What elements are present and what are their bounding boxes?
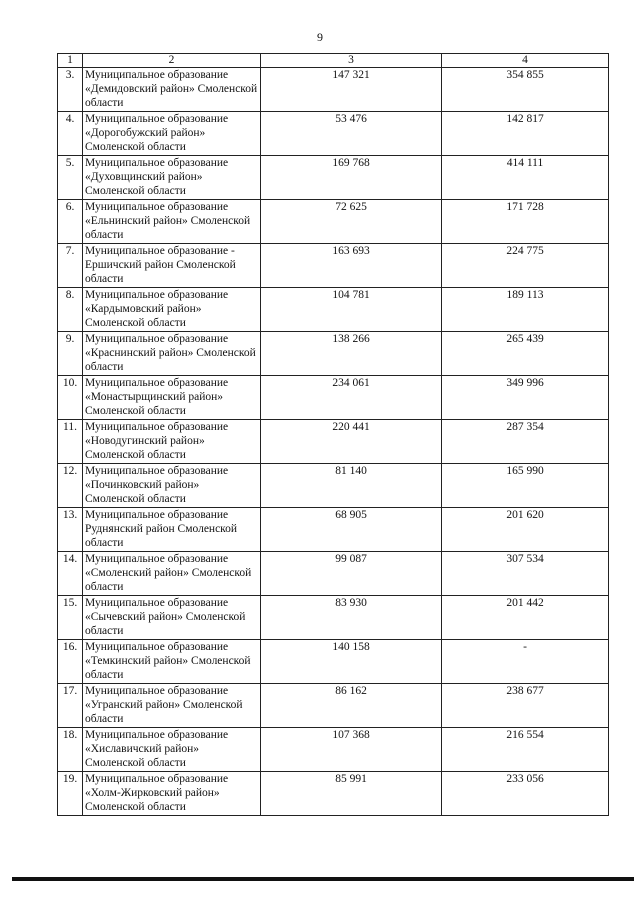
value-column-3-cell: 138 266 <box>261 332 442 376</box>
row-number-cell: 13. <box>58 508 83 552</box>
value-column-3-cell: 53 476 <box>261 112 442 156</box>
row-number-cell: 12. <box>58 464 83 508</box>
value-column-4-cell: 233 056 <box>442 772 609 816</box>
value-column-4-cell: 238 677 <box>442 684 609 728</box>
municipality-name-cell: Муниципальное образование «Угранский район» Смоленской области <box>83 684 261 728</box>
municipality-name-cell: Муниципальное образование «Хиславичский район» Смоленской области <box>83 728 261 772</box>
value-column-3-cell: 107 368 <box>261 728 442 772</box>
municipality-name-cell: Муниципальное образование «Темкинский район» Смоленской области <box>83 640 261 684</box>
row-number-cell: 7. <box>58 244 83 288</box>
column-header-1: 1 <box>58 54 83 68</box>
table-body <box>58 68 609 816</box>
table-row <box>58 288 609 332</box>
value-column-4-cell: 216 554 <box>442 728 609 772</box>
value-column-4-cell: 201 620 <box>442 508 609 552</box>
municipality-name-cell: Муниципальное образование «Дорогобужский район» Смоленской области <box>83 112 261 156</box>
row-number-cell: 16. <box>58 640 83 684</box>
table-row <box>58 244 609 288</box>
table-row <box>58 68 609 112</box>
table-row <box>58 420 609 464</box>
row-number-cell: 3. <box>58 68 83 112</box>
value-column-4-cell: 201 442 <box>442 596 609 640</box>
column-header-3: 3 <box>261 54 442 68</box>
table-row <box>58 508 609 552</box>
municipality-name-cell: Муниципальное образование «Кардымовский район» Смоленской области <box>83 288 261 332</box>
row-number-cell: 4. <box>58 112 83 156</box>
row-number-cell: 15. <box>58 596 83 640</box>
value-column-4-cell: - <box>442 640 609 684</box>
value-column-3-cell: 81 140 <box>261 464 442 508</box>
value-column-3-cell: 68 905 <box>261 508 442 552</box>
value-column-3-cell: 140 158 <box>261 640 442 684</box>
municipality-name-cell: Муниципальное образование «Краснинский район» Смоленской области <box>83 332 261 376</box>
row-number-cell: 17. <box>58 684 83 728</box>
value-column-3-cell: 86 162 <box>261 684 442 728</box>
row-number-cell: 10. <box>58 376 83 420</box>
page-number: 9 <box>317 30 323 44</box>
row-number-cell: 6. <box>58 200 83 244</box>
table-row <box>58 728 609 772</box>
column-header-4: 4 <box>442 54 609 68</box>
value-column-3-cell: 147 321 <box>261 68 442 112</box>
value-column-4-cell: 189 113 <box>442 288 609 332</box>
row-number-cell: 8. <box>58 288 83 332</box>
row-number-cell: 5. <box>58 156 83 200</box>
value-column-4-cell: 171 728 <box>442 200 609 244</box>
municipality-name-cell: Муниципальное образование «Смоленский район» Смоленской области <box>83 552 261 596</box>
value-column-4-cell: 354 855 <box>442 68 609 112</box>
table-row <box>58 596 609 640</box>
table-row <box>58 552 609 596</box>
page-bottom-rule <box>12 877 634 881</box>
municipality-name-cell: Муниципальное образование «Холм-Жирковский район» Смоленской области <box>83 772 261 816</box>
municipality-name-cell: Муниципальное образование «Демидовский район» Смоленской области <box>83 68 261 112</box>
value-column-4-cell: 414 111 <box>442 156 609 200</box>
municipality-name-cell: Муниципальное образование «Монастырщинский район» Смоленской области <box>83 376 261 420</box>
value-column-3-cell: 104 781 <box>261 288 442 332</box>
row-number-cell: 11. <box>58 420 83 464</box>
municipality-name-cell: Муниципальное образование «Починковский район» Смоленской области <box>83 464 261 508</box>
header-row <box>58 54 609 68</box>
table-row <box>58 156 609 200</box>
table-row <box>58 640 609 684</box>
value-column-4-cell: 349 996 <box>442 376 609 420</box>
row-number-cell: 19. <box>58 772 83 816</box>
table-row <box>58 772 609 816</box>
value-column-3-cell: 85 991 <box>261 772 442 816</box>
municipality-name-cell: Муниципальное образование «Духовщинский район» Смоленской области <box>83 156 261 200</box>
municipality-name-cell: Муниципальное образование «Ельнинский район» Смоленской области <box>83 200 261 244</box>
value-column-3-cell: 234 061 <box>261 376 442 420</box>
value-column-3-cell: 83 930 <box>261 596 442 640</box>
municipality-name-cell: Муниципальное образование «Сычевский район» Смоленской области <box>83 596 261 640</box>
municipality-name-cell: Муниципальное образование «Новодугинский район» Смоленской области <box>83 420 261 464</box>
table-row <box>58 376 609 420</box>
table-row <box>58 332 609 376</box>
value-column-3-cell: 99 087 <box>261 552 442 596</box>
column-header-2: 2 <box>83 54 261 68</box>
value-column-4-cell: 287 354 <box>442 420 609 464</box>
table-row <box>58 200 609 244</box>
row-number-cell: 14. <box>58 552 83 596</box>
value-column-4-cell: 142 817 <box>442 112 609 156</box>
value-column-3-cell: 220 441 <box>261 420 442 464</box>
municipality-name-cell: Муниципальное образование - Ершичский район Смоленской области <box>83 244 261 288</box>
row-number-cell: 18. <box>58 728 83 772</box>
municipality-name-cell: Муниципальное образование Руднянский район Смоленской области <box>83 508 261 552</box>
table-row <box>58 684 609 728</box>
value-column-4-cell: 265 439 <box>442 332 609 376</box>
budget-table <box>57 53 609 816</box>
table-row <box>58 112 609 156</box>
value-column-3-cell: 169 768 <box>261 156 442 200</box>
table-header <box>58 54 609 68</box>
value-column-4-cell: 224 775 <box>442 244 609 288</box>
value-column-3-cell: 163 693 <box>261 244 442 288</box>
value-column-4-cell: 307 534 <box>442 552 609 596</box>
row-number-cell: 9. <box>58 332 83 376</box>
value-column-3-cell: 72 625 <box>261 200 442 244</box>
value-column-4-cell: 165 990 <box>442 464 609 508</box>
table-row <box>58 464 609 508</box>
